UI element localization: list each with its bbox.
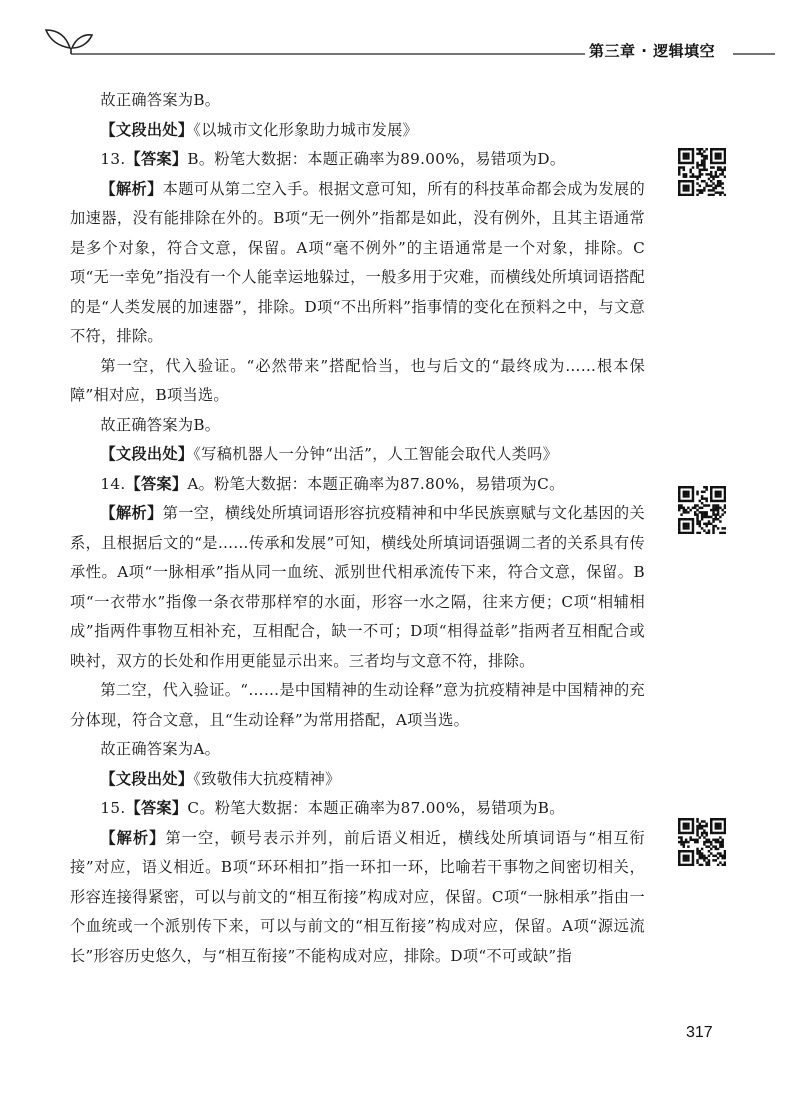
source-line: 【文段出处】《致敬伟大抗疫精神》 — [100, 769, 341, 788]
source-line: 【文段出处】《以城市文化形象助力城市发展》 — [100, 120, 419, 139]
qr-code-icon — [678, 818, 726, 866]
analysis-label: 【解析】 — [100, 504, 163, 522]
chapter-title: 第三章 · 逻辑填空 — [585, 40, 733, 61]
analysis-15: 【解析】第一空，顿号表示并列，前后语义相近，横线处所填词语与“相互衔接”对应，语义相近。B项“环环相扣”指一环扣一环，比喻若干事物之间密切相关，形容连接得紧密，可以与前文的“相互衔接”构成对应，保留。C项“一脉相承”指由一个血统或一个派别传下来，可以与前文的“相互衔接”构成对应，保留。A项“源远流长”形容历史悠久，与“相互衔接”不能构成对应，排除。D项“不可或缺”指 — [70, 828, 646, 965]
paragraph: 第二空，代入验证。“……是中国精神的生动诠释”意为抗疫精神是中国精神的充分体现，符合文意，且“生动诠释”为常用搭配，A项当选。 — [70, 681, 645, 729]
source-label: 【文段出处】 — [100, 445, 194, 463]
answer-line-15: 15.【答案】C。粉笔大数据：本题正确率为87.00%，易错项为B。 — [100, 799, 565, 817]
answer-label: 【答案】 — [125, 799, 188, 817]
answer-line-14: 14.【答案】A。粉笔大数据：本题正确率为87.80%，易错项为C。 — [100, 474, 565, 493]
analysis-14: 【解析】第一空，横线处所填词语形容抗疫精神和中华民族禀赋与文化基因的关系，且根据后文的“是……传承和发展”可知，横线处所填词语强调二者的关系具有传承性。A项“一脉相承”指从同一血统、派别世代相承流传下来，符合文意，保留。B项“一衣带水”指像一条衣带那样窄的水面，形容一水之隔，往来方便；C项“相辅相成”指两件事物互相补充，互相配合，缺一不可；D项“相得益彰”指两者互相配合或映衬，双方的长处和作用更能显示出来。三者均与文意不符，排除。 — [70, 504, 645, 670]
qr-code-icon — [678, 148, 726, 196]
qr-code-15[interactable] — [678, 818, 726, 866]
answer-label: 【答案】 — [125, 150, 188, 168]
sprout-icon — [46, 30, 92, 54]
answer-label: 【答案】 — [125, 474, 188, 493]
page-header — [0, 0, 800, 70]
paragraph: 故正确答案为A。 — [100, 740, 221, 758]
paragraph: 故正确答案为B。 — [100, 415, 221, 434]
page-content — [70, 86, 645, 971]
qr-code-icon — [678, 486, 726, 534]
analysis-label: 【解析】 — [100, 179, 163, 198]
page-number: 317 — [686, 1024, 713, 1041]
analysis-13: 【解析】本题可从第二空入手。根据文意可知，所有的科技革命都会成为发展的加速器，没有能排除在外的。B项“无一例外”指都是如此，没有例外，且其主语通常是多个对象，符合文意，保留。A项“毫不例外”的主语通常是一个对象，排除。C项“无一幸免”指没有一个人能幸运地躲过，一般多用于灾难，而横线处所填词语搭配的是“人类发展的加速器”，排除。D项“不出所料”指事情的变化在预料之中，与文意不符，排除。 — [70, 179, 645, 345]
source-label: 【文段出处】 — [100, 120, 194, 139]
source-line: 【文段出处】《写稿机器人一分钟“出活”，人工智能会取代人类吗》 — [100, 445, 559, 463]
qr-code-14[interactable] — [678, 486, 726, 534]
source-label: 【文段出处】 — [100, 769, 194, 788]
qr-code-13[interactable] — [678, 148, 726, 196]
answer-line-13: 13.【答案】B。粉笔大数据：本题正确率为89.00%，易错项为D。 — [100, 150, 566, 168]
paragraph: 第一空，代入验证。“必然带来”搭配恰当，也与后文的“最终成为……根本保障”相对应，B项当选。 — [70, 356, 645, 404]
paragraph: 故正确答案为B。 — [100, 91, 221, 109]
analysis-label: 【解析】 — [100, 828, 166, 847]
